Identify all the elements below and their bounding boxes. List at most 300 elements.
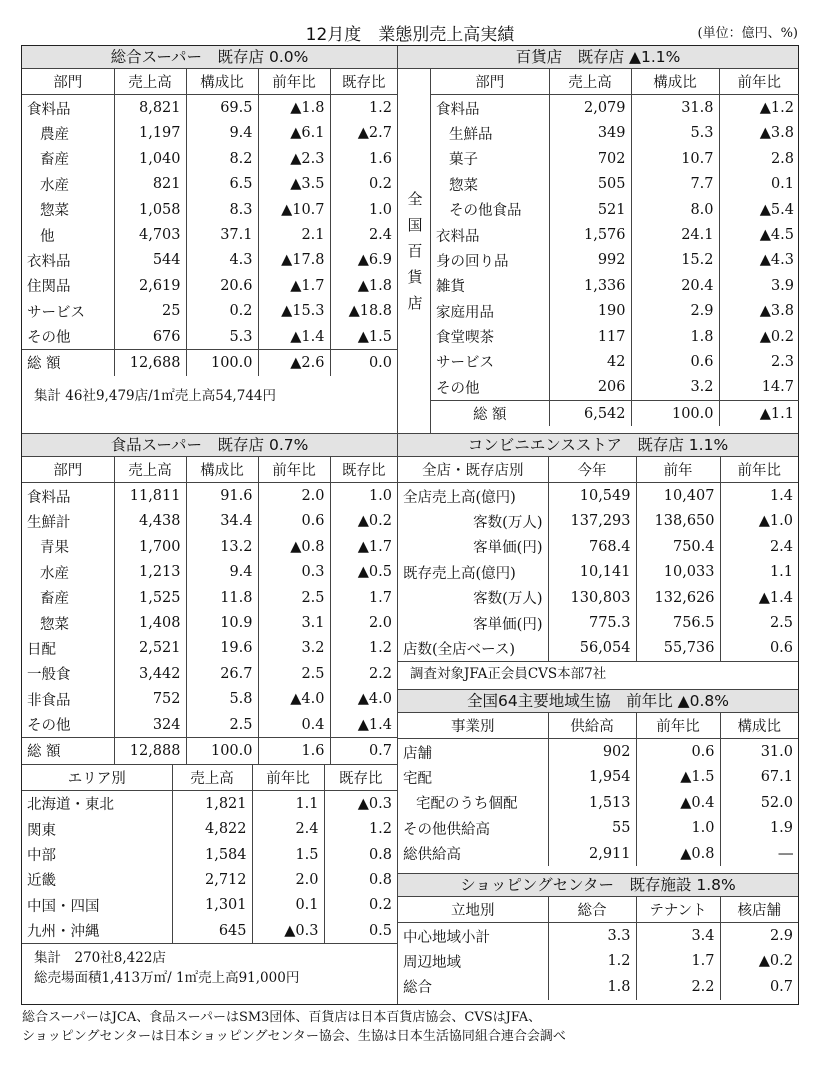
food-area-row: [22, 791, 397, 817]
gms-label: 住関品: [27, 279, 71, 296]
dept-label: 身の回り品: [436, 253, 509, 270]
gms-value: 12,688: [114, 350, 186, 376]
food-area-row: [22, 918, 397, 943]
gms-row: [22, 222, 397, 247]
dept-value: 206: [549, 375, 631, 401]
food-area-value: 1.1: [252, 791, 324, 817]
food-label: 食料品: [27, 489, 71, 506]
gms-row: [22, 121, 397, 146]
food-value: 34.4: [186, 509, 258, 534]
dept-label: 食堂喫茶: [436, 330, 494, 347]
dept-value: 5.3: [631, 121, 719, 146]
food-notes: [22, 943, 397, 992]
food-value: 1.2: [330, 636, 397, 661]
dept-panel: [398, 46, 798, 434]
food-panel: [22, 434, 398, 1004]
gms-panel: [22, 46, 398, 434]
cvs-value: 10,407: [636, 483, 720, 509]
cvs-col-header: 今年: [548, 457, 636, 483]
sc-col-header: 総合: [548, 897, 636, 923]
gms-body: [22, 95, 397, 376]
dept-value: 702: [549, 146, 631, 171]
cvs-header-row: [398, 457, 798, 483]
cvs-label: 客数(万人): [473, 514, 543, 531]
food-value: 12,888: [114, 738, 186, 764]
gms-value: 6.5: [186, 172, 258, 197]
coop-label: 総供給高: [403, 847, 461, 864]
cvs-label: 客数(万人): [473, 591, 543, 608]
gms-note: 集計 46社9,479店/1㎡売上高54,744円: [34, 387, 276, 404]
sc-value: 1.2: [548, 949, 636, 974]
dept-value: 7.7: [631, 172, 719, 197]
dept-col-header: 売上高: [549, 69, 631, 95]
gms-value: ▲1.7: [258, 273, 330, 298]
sc-header-row: [398, 897, 798, 923]
cvs-value: 2.4: [720, 534, 798, 559]
dept-col-header: 部門: [431, 69, 549, 95]
gms-value: 1.0: [330, 197, 397, 222]
coop-row: [398, 765, 798, 790]
dept-value: 1,576: [549, 222, 631, 247]
food-area-row: [22, 867, 397, 892]
food-value: 0.3: [258, 560, 330, 585]
coop-value: 1.0: [636, 816, 720, 841]
coop-value: 2,911: [548, 841, 636, 866]
dept-value: 1.8: [631, 324, 719, 349]
food-area-value: 645: [172, 918, 252, 943]
sc-label: 総合: [403, 980, 432, 997]
coop-col-header: 前年比: [636, 713, 720, 739]
cvs-value: 55,736: [636, 636, 720, 661]
cvs-row: [398, 585, 798, 610]
dept-value: 14.7: [719, 375, 799, 401]
cvs-value: 130,803: [548, 585, 636, 610]
cvs-value: 132,626: [636, 585, 720, 610]
coop-value: ▲0.4: [636, 790, 720, 815]
gms-row: [22, 299, 397, 324]
gms-value: 0.2: [330, 172, 397, 197]
food-area-value: 1.2: [324, 816, 397, 841]
gms-col-header: 部門: [22, 69, 114, 95]
food-header-row: [22, 457, 397, 483]
food-value: 1,213: [114, 560, 186, 585]
gms-value: ▲3.5: [258, 172, 330, 197]
food-area-label: 中部: [27, 848, 56, 865]
food-label: 青果: [40, 540, 69, 557]
dept-label: 衣料品: [436, 228, 480, 245]
food-value: 100.0: [186, 738, 258, 764]
dept-row: [431, 197, 799, 222]
food-row: [22, 636, 397, 661]
cvs-col-header: 前年: [636, 457, 720, 483]
food-value: 2.5: [186, 712, 258, 738]
food-value: 2.0: [330, 610, 397, 635]
cvs-row: [398, 483, 798, 509]
food-value: 2,521: [114, 636, 186, 661]
dept-value: ▲1.2: [719, 95, 799, 121]
coop-value: ―: [720, 841, 798, 866]
food-value: 0.6: [258, 509, 330, 534]
dept-value: 190: [549, 299, 631, 324]
dept-value: 0.6: [631, 349, 719, 374]
dept-label: 惣菜: [449, 177, 478, 194]
gms-value: 69.5: [186, 95, 258, 121]
food-area-row: [22, 893, 397, 918]
dept-label: 総 額: [431, 401, 549, 427]
source-line-1: 総合スーパーはJCA、食品スーパーはSM3団体、百貨店は日本百貨店協会、CVSはJFA、: [22, 1010, 542, 1025]
gms-label: 衣料品: [27, 253, 71, 270]
gms-col-header: 前年比: [258, 69, 330, 95]
food-area-label: 北海道・東北: [27, 797, 114, 814]
cvs-col-header: 前年比: [720, 457, 798, 483]
dept-value: 349: [549, 121, 631, 146]
sc-value: 2.2: [636, 974, 720, 999]
dept-value: 8.0: [631, 197, 719, 222]
food-value: 1,525: [114, 585, 186, 610]
sc-value: 2.9: [720, 923, 798, 949]
dept-value: 0.1: [719, 172, 799, 197]
food-area-value: 1,301: [172, 893, 252, 918]
coop-value: 52.0: [720, 790, 798, 815]
food-value: ▲4.0: [330, 687, 397, 712]
gms-value: 100.0: [186, 350, 258, 376]
food-note-1: 集計 270社8,422店: [34, 950, 166, 967]
dept-table: [431, 69, 799, 426]
food-row: [22, 534, 397, 559]
food-area-row: [22, 842, 397, 867]
sc-title: ショッピングセンター 既存施設 1.8%: [398, 874, 798, 897]
food-col-header: 構成比: [186, 457, 258, 483]
dept-label: 家庭用品: [436, 304, 494, 321]
dept-value: 15.2: [631, 248, 719, 273]
food-area-table: [22, 764, 397, 944]
food-value: 2.2: [330, 661, 397, 686]
gms-value: 4.3: [186, 248, 258, 273]
food-area-col-header: 既存比: [324, 764, 397, 790]
dept-value: 6,542: [549, 401, 631, 427]
food-value: 2.5: [258, 585, 330, 610]
gms-value: ▲6.1: [258, 121, 330, 146]
gms-value: ▲15.3: [258, 299, 330, 324]
coop-table: [398, 713, 798, 866]
gms-value: ▲2.3: [258, 146, 330, 171]
dept-value: 3.2: [631, 375, 719, 401]
gms-row: [22, 172, 397, 197]
dept-value: 10.7: [631, 146, 719, 171]
gms-row: [22, 197, 397, 222]
food-title: 食品スーパー 既存店 0.7%: [22, 434, 397, 457]
food-value: ▲0.8: [258, 534, 330, 559]
gms-value: 1.2: [330, 95, 397, 121]
dept-side-label: [406, 186, 424, 316]
coop-label: その他供給高: [403, 821, 490, 838]
gms-value: 1,197: [114, 121, 186, 146]
food-value: 91.6: [186, 483, 258, 509]
sc-row: [398, 949, 798, 974]
food-value: 1,408: [114, 610, 186, 635]
sc-label: 周辺地域: [403, 954, 461, 971]
coop-value: ▲1.5: [636, 765, 720, 790]
food-area-value: 2.0: [252, 867, 324, 892]
cvs-value: 2.5: [720, 610, 798, 635]
dept-row: [431, 299, 799, 324]
dept-value: ▲4.3: [719, 248, 799, 273]
dept-side-char: 店: [407, 294, 423, 312]
food-value: ▲1.4: [330, 712, 397, 738]
sc-panel: [398, 874, 798, 1004]
coop-label: 宅配: [403, 770, 432, 787]
food-area-value: 2.4: [252, 816, 324, 841]
food-col-header: 部門: [22, 457, 114, 483]
gms-col-header: 構成比: [186, 69, 258, 95]
coop-body: [398, 739, 798, 866]
food-row: [22, 661, 397, 686]
gms-value: 4,703: [114, 222, 186, 247]
gms-value: 1,040: [114, 146, 186, 171]
gms-row: [22, 350, 397, 376]
unit-note: (単位：億円、%): [697, 26, 798, 41]
sc-value: 3.4: [636, 923, 720, 949]
food-row: [22, 560, 397, 585]
food-area-label: 関東: [27, 822, 56, 839]
coop-value: 55: [548, 816, 636, 841]
food-col-header: 前年比: [258, 457, 330, 483]
food-value: 0.7: [330, 738, 397, 764]
food-label: 一般食: [27, 667, 71, 684]
cvs-table: [398, 457, 798, 661]
coop-label: 宅配のうち個配: [416, 796, 518, 813]
coop-value: 902: [548, 739, 636, 765]
cvs-row: [398, 509, 798, 534]
page-title: 12月度 業態別売上高実績: [305, 25, 515, 45]
gms-label: 総 額: [22, 350, 114, 376]
gms-value: ▲1.8: [330, 273, 397, 298]
cvs-label: 客単価(円): [473, 540, 543, 557]
food-col-header: 売上高: [114, 457, 186, 483]
dept-side-char: 全: [407, 190, 423, 208]
food-row: [22, 509, 397, 534]
dept-label: その他: [436, 380, 480, 397]
dept-row: [431, 324, 799, 349]
dept-row: [431, 248, 799, 273]
gms-value: 0.2: [186, 299, 258, 324]
food-row: [22, 610, 397, 635]
food-area-row: [22, 816, 397, 841]
gms-row: [22, 248, 397, 273]
sc-row: [398, 974, 798, 999]
food-value: 5.8: [186, 687, 258, 712]
food-value: 3.1: [258, 610, 330, 635]
cvs-row: [398, 534, 798, 559]
coop-row: [398, 739, 798, 765]
gms-value: 5.3: [186, 324, 258, 350]
sc-table: [398, 897, 798, 1000]
food-value: 10.9: [186, 610, 258, 635]
food-area-label: 中国・四国: [27, 898, 100, 915]
gms-row: [22, 146, 397, 171]
cvs-label: 全店売上高(億円): [403, 489, 516, 506]
food-value: ▲0.5: [330, 560, 397, 585]
gms-row: [22, 95, 397, 121]
dept-row: [431, 375, 799, 401]
gms-value: 1.6: [330, 146, 397, 171]
gms-value: ▲18.8: [330, 299, 397, 324]
gms-value: ▲1.4: [258, 324, 330, 350]
coop-value: 1.9: [720, 816, 798, 841]
food-row: [22, 738, 397, 764]
coop-value: 1,954: [548, 765, 636, 790]
food-label: 生鮮計: [27, 514, 71, 531]
food-label: 非食品: [27, 692, 71, 709]
gms-label: 農産: [40, 126, 69, 143]
cvs-row: [398, 636, 798, 661]
cvs-note: 調査対象JFA正会員CVS本部7社: [398, 661, 798, 688]
coop-row: [398, 790, 798, 815]
gms-title: 総合スーパー 既存店 0.0%: [22, 46, 397, 69]
dept-value: 42: [549, 349, 631, 374]
gms-value: 544: [114, 248, 186, 273]
food-table: [22, 457, 397, 764]
cvs-value: 1.4: [720, 483, 798, 509]
gms-value: ▲10.7: [258, 197, 330, 222]
gms-value: ▲1.8: [258, 95, 330, 121]
cvs-value: 56,054: [548, 636, 636, 661]
food-value: 2.5: [258, 661, 330, 686]
dept-value: 3.9: [719, 273, 799, 298]
dept-row: [431, 146, 799, 171]
food-row: [22, 585, 397, 610]
food-value: 9.4: [186, 560, 258, 585]
dept-label: 雑貨: [436, 279, 465, 296]
food-area-value: 0.5: [324, 918, 397, 943]
sc-col-header: 立地別: [398, 897, 548, 923]
food-value: ▲0.2: [330, 509, 397, 534]
dept-label: 菓子: [449, 152, 478, 169]
dept-label: 生鮮品: [449, 126, 493, 143]
dept-value: 31.8: [631, 95, 719, 121]
food-area-value: 0.8: [324, 867, 397, 892]
food-value: 3,442: [114, 661, 186, 686]
coop-label: 店舗: [403, 745, 432, 762]
coop-title: 全国64主要地域生協 前年比 ▲0.8%: [398, 690, 798, 713]
gms-value: ▲6.9: [330, 248, 397, 273]
coop-row: [398, 841, 798, 866]
gms-value: 1,058: [114, 197, 186, 222]
food-value: 4,438: [114, 509, 186, 534]
dept-row: [431, 121, 799, 146]
gms-label: サービス: [27, 304, 85, 321]
gms-value: 25: [114, 299, 186, 324]
gms-value: ▲2.6: [258, 350, 330, 376]
food-area-value: 0.8: [324, 842, 397, 867]
dept-value: 505: [549, 172, 631, 197]
food-row: [22, 687, 397, 712]
gms-header-row: [22, 69, 397, 95]
food-value: ▲1.7: [330, 534, 397, 559]
food-value: 11.8: [186, 585, 258, 610]
gms-label: 他: [40, 228, 55, 245]
gms-value: 37.1: [186, 222, 258, 247]
sc-col-header: テナント: [636, 897, 720, 923]
food-area-label: 近畿: [27, 873, 56, 890]
dept-row: [431, 95, 799, 121]
cvs-value: 1.1: [720, 560, 798, 585]
dept-header-row: [431, 69, 799, 95]
food-value: 1.7: [330, 585, 397, 610]
cvs-value: ▲1.0: [720, 509, 798, 534]
dept-value: ▲1.1: [719, 401, 799, 427]
food-area-value: 1.5: [252, 842, 324, 867]
gms-value: ▲2.7: [330, 121, 397, 146]
food-label: 日配: [27, 641, 56, 658]
cvs-value: 750.4: [636, 534, 720, 559]
gms-value: 676: [114, 324, 186, 350]
sc-body: [398, 923, 798, 1000]
dept-row: [431, 172, 799, 197]
dept-side-char: 貨: [407, 268, 423, 286]
cvs-value: 137,293: [548, 509, 636, 534]
food-area-value: ▲0.3: [252, 918, 324, 943]
gms-value: ▲1.5: [330, 324, 397, 350]
food-row: [22, 712, 397, 738]
food-area-value: 1,584: [172, 842, 252, 867]
food-value: 324: [114, 712, 186, 738]
cvs-row: [398, 560, 798, 585]
gms-value: 2.1: [258, 222, 330, 247]
dept-value: 117: [549, 324, 631, 349]
gms-label: 食料品: [27, 101, 71, 118]
food-label: その他: [27, 718, 71, 735]
coop-value: 31.0: [720, 739, 798, 765]
sc-row: [398, 923, 798, 949]
gms-value: 9.4: [186, 121, 258, 146]
gms-value: ▲17.8: [258, 248, 330, 273]
gms-value: 8.2: [186, 146, 258, 171]
food-area-value: 1,821: [172, 791, 252, 817]
dept-row: [431, 401, 799, 427]
food-value: 1,700: [114, 534, 186, 559]
food-area-col-header: エリア別: [22, 764, 172, 790]
food-value: 752: [114, 687, 186, 712]
gms-value: 0.0: [330, 350, 397, 376]
food-value: ▲4.0: [258, 687, 330, 712]
food-value: 0.4: [258, 712, 330, 738]
food-col-header: 既存比: [330, 457, 397, 483]
gms-value: 20.6: [186, 273, 258, 298]
gms-label: その他: [27, 330, 71, 347]
sc-value: 1.7: [636, 949, 720, 974]
dept-value: 521: [549, 197, 631, 222]
food-label: 惣菜: [40, 616, 69, 633]
coop-col-header: 構成比: [720, 713, 798, 739]
gms-value: 8,821: [114, 95, 186, 121]
dept-col-header: 構成比: [631, 69, 719, 95]
dept-col-header: 前年比: [719, 69, 799, 95]
page-header: [0, 20, 820, 45]
dept-value: 2,079: [549, 95, 631, 121]
dept-table-wrap: [430, 69, 799, 433]
dept-label: サービス: [436, 355, 494, 372]
food-area-col-header: 売上高: [172, 764, 252, 790]
gms-col-header: 既存比: [330, 69, 397, 95]
dept-value: 24.1: [631, 222, 719, 247]
dept-value: 2.3: [719, 349, 799, 374]
dept-side-char: 国: [407, 216, 423, 234]
dept-value: 992: [549, 248, 631, 273]
cvs-value: ▲1.4: [720, 585, 798, 610]
food-note-2: 総売場面積1,413万㎡/ 1㎡売上高91,000円: [34, 970, 300, 987]
dept-title: 百貨店 既存店 ▲1.1%: [398, 46, 798, 69]
